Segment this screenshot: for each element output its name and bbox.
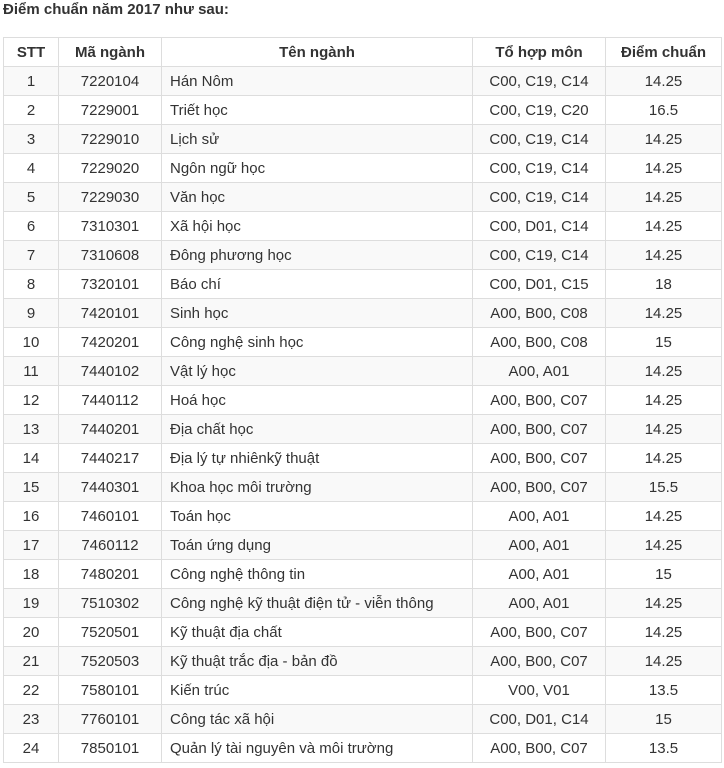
cell-stt: 24 xyxy=(4,734,59,763)
cell-subject-combination: A00, B00, C07 xyxy=(473,647,606,676)
cell-subject-combination: V00, V01 xyxy=(473,676,606,705)
cell-subject-combination: C00, C19, C14 xyxy=(473,183,606,212)
cell-benchmark-score: 14.25 xyxy=(606,647,722,676)
cell-subject-combination: A00, B00, C07 xyxy=(473,444,606,473)
table-row xyxy=(4,183,722,212)
cell-subject-combination: C00, C19, C14 xyxy=(473,241,606,270)
table-header-row xyxy=(4,38,722,67)
cell-benchmark-score: 14.25 xyxy=(606,502,722,531)
cell-benchmark-score: 13.5 xyxy=(606,734,722,763)
cell-benchmark-score: 14.25 xyxy=(606,618,722,647)
table-row xyxy=(4,96,722,125)
cell-stt: 6 xyxy=(4,212,59,241)
table-row xyxy=(4,560,722,589)
cell-major-code: 7760101 xyxy=(59,705,162,734)
cell-stt: 13 xyxy=(4,415,59,444)
page-heading: Điểm chuẩn năm 2017 như sau: xyxy=(3,1,229,18)
cell-major-code: 7460112 xyxy=(59,531,162,560)
cell-major-code: 7320101 xyxy=(59,270,162,299)
cell-major-code: 7229001 xyxy=(59,96,162,125)
cell-subject-combination: A00, B00, C08 xyxy=(473,328,606,357)
cell-subject-combination: A00, A01 xyxy=(473,560,606,589)
cell-benchmark-score: 16.5 xyxy=(606,96,722,125)
cell-major-code: 7520501 xyxy=(59,618,162,647)
table-row xyxy=(4,502,722,531)
table-row xyxy=(4,444,722,473)
cell-stt: 2 xyxy=(4,96,59,125)
cell-major-name: Lịch sử xyxy=(162,125,473,154)
cell-major-code: 7480201 xyxy=(59,560,162,589)
cell-stt: 17 xyxy=(4,531,59,560)
cell-stt: 14 xyxy=(4,444,59,473)
cell-benchmark-score: 18 xyxy=(606,270,722,299)
cell-subject-combination: A00, B00, C07 xyxy=(473,734,606,763)
cell-stt: 7 xyxy=(4,241,59,270)
cell-benchmark-score: 14.25 xyxy=(606,299,722,328)
table-row xyxy=(4,270,722,299)
cell-subject-combination: C00, D01, C14 xyxy=(473,705,606,734)
cell-major-code: 7440301 xyxy=(59,473,162,502)
cell-benchmark-score: 15 xyxy=(606,560,722,589)
cell-major-name: Xã hội học xyxy=(162,212,473,241)
cell-benchmark-score: 14.25 xyxy=(606,212,722,241)
table-row xyxy=(4,386,722,415)
cell-benchmark-score: 14.25 xyxy=(606,357,722,386)
cell-benchmark-score: 15 xyxy=(606,328,722,357)
cell-major-code: 7440102 xyxy=(59,357,162,386)
header-major-code: Mã ngành xyxy=(59,38,162,67)
cell-subject-combination: C00, C19, C14 xyxy=(473,125,606,154)
table-row xyxy=(4,67,722,96)
table-row xyxy=(4,241,722,270)
cell-stt: 4 xyxy=(4,154,59,183)
table-row xyxy=(4,357,722,386)
cell-major-name: Công nghệ kỹ thuật điện tử - viễn thông xyxy=(162,589,473,618)
cell-major-name: Hoá học xyxy=(162,386,473,415)
cell-stt: 15 xyxy=(4,473,59,502)
cell-benchmark-score: 14.25 xyxy=(606,125,722,154)
cell-major-name: Kỹ thuật địa chất xyxy=(162,618,473,647)
cell-subject-combination: C00, C19, C20 xyxy=(473,96,606,125)
table-row xyxy=(4,125,722,154)
cell-subject-combination: A00, A01 xyxy=(473,357,606,386)
cell-major-name: Kiến trúc xyxy=(162,676,473,705)
cell-major-name: Quản lý tài nguyên và môi trường xyxy=(162,734,473,763)
cell-major-name: Toán ứng dụng xyxy=(162,531,473,560)
cell-benchmark-score: 15 xyxy=(606,705,722,734)
cell-major-name: Công tác xã hội xyxy=(162,705,473,734)
cell-stt: 11 xyxy=(4,357,59,386)
cell-subject-combination: A00, B00, C07 xyxy=(473,415,606,444)
cell-subject-combination: A00, B00, C08 xyxy=(473,299,606,328)
cell-subject-combination: A00, B00, C07 xyxy=(473,473,606,502)
cell-major-name: Địa chất học xyxy=(162,415,473,444)
cell-stt: 10 xyxy=(4,328,59,357)
table-row xyxy=(4,589,722,618)
cell-major-code: 7220104 xyxy=(59,67,162,96)
cell-major-code: 7229020 xyxy=(59,154,162,183)
header-benchmark-score: Điểm chuẩn xyxy=(606,38,722,67)
cell-subject-combination: C00, C19, C14 xyxy=(473,67,606,96)
cell-benchmark-score: 15.5 xyxy=(606,473,722,502)
table-row xyxy=(4,299,722,328)
cell-benchmark-score: 13.5 xyxy=(606,676,722,705)
cell-major-name: Văn học xyxy=(162,183,473,212)
cell-major-name: Khoa học môi trường xyxy=(162,473,473,502)
table-row xyxy=(4,676,722,705)
cell-major-code: 7440112 xyxy=(59,386,162,415)
cell-major-code: 7229010 xyxy=(59,125,162,154)
cell-major-name: Vật lý học xyxy=(162,357,473,386)
cell-major-code: 7310608 xyxy=(59,241,162,270)
cell-major-name: Báo chí xyxy=(162,270,473,299)
cell-major-name: Hán Nôm xyxy=(162,67,473,96)
cell-stt: 3 xyxy=(4,125,59,154)
cell-stt: 16 xyxy=(4,502,59,531)
cell-major-code: 7310301 xyxy=(59,212,162,241)
cell-major-name: Toán học xyxy=(162,502,473,531)
cell-benchmark-score: 14.25 xyxy=(606,444,722,473)
table-row xyxy=(4,647,722,676)
cell-major-code: 7229030 xyxy=(59,183,162,212)
cell-subject-combination: A00, A01 xyxy=(473,589,606,618)
cell-stt: 5 xyxy=(4,183,59,212)
cell-major-code: 7850101 xyxy=(59,734,162,763)
table-row xyxy=(4,415,722,444)
header-stt: STT xyxy=(4,38,59,67)
cell-major-name: Công nghệ sinh học xyxy=(162,328,473,357)
cell-major-code: 7520503 xyxy=(59,647,162,676)
cell-benchmark-score: 14.25 xyxy=(606,154,722,183)
cell-stt: 23 xyxy=(4,705,59,734)
cell-subject-combination: C00, D01, C14 xyxy=(473,212,606,241)
benchmark-score-table xyxy=(3,37,722,763)
table-row xyxy=(4,734,722,763)
cell-subject-combination: A00, A01 xyxy=(473,531,606,560)
cell-major-code: 7510302 xyxy=(59,589,162,618)
cell-benchmark-score: 14.25 xyxy=(606,531,722,560)
cell-benchmark-score: 14.25 xyxy=(606,183,722,212)
cell-benchmark-score: 14.25 xyxy=(606,589,722,618)
cell-major-name: Kỹ thuật trắc địa - bản đồ xyxy=(162,647,473,676)
cell-benchmark-score: 14.25 xyxy=(606,386,722,415)
cell-major-code: 7580101 xyxy=(59,676,162,705)
cell-major-code: 7460101 xyxy=(59,502,162,531)
header-major-name: Tên ngành xyxy=(162,38,473,67)
cell-stt: 21 xyxy=(4,647,59,676)
cell-major-name: Đông phương học xyxy=(162,241,473,270)
cell-stt: 20 xyxy=(4,618,59,647)
cell-stt: 22 xyxy=(4,676,59,705)
cell-benchmark-score: 14.25 xyxy=(606,241,722,270)
cell-major-code: 7440217 xyxy=(59,444,162,473)
header-subject-combination: Tổ hợp môn xyxy=(473,38,606,67)
table-row xyxy=(4,154,722,183)
cell-subject-combination: C00, D01, C15 xyxy=(473,270,606,299)
cell-stt: 9 xyxy=(4,299,59,328)
cell-subject-combination: A00, A01 xyxy=(473,502,606,531)
cell-major-name: Địa lý tự nhiênkỹ thuật xyxy=(162,444,473,473)
table-row xyxy=(4,618,722,647)
table-row xyxy=(4,705,722,734)
cell-stt: 18 xyxy=(4,560,59,589)
cell-subject-combination: C00, C19, C14 xyxy=(473,154,606,183)
cell-subject-combination: A00, B00, C07 xyxy=(473,618,606,647)
cell-major-code: 7440201 xyxy=(59,415,162,444)
cell-major-code: 7420201 xyxy=(59,328,162,357)
cell-stt: 1 xyxy=(4,67,59,96)
table-row xyxy=(4,328,722,357)
cell-major-name: Triết học xyxy=(162,96,473,125)
table-row xyxy=(4,473,722,502)
cell-major-code: 7420101 xyxy=(59,299,162,328)
cell-subject-combination: A00, B00, C07 xyxy=(473,386,606,415)
cell-major-name: Ngôn ngữ học xyxy=(162,154,473,183)
table-body xyxy=(4,67,722,763)
table-row xyxy=(4,531,722,560)
cell-benchmark-score: 14.25 xyxy=(606,415,722,444)
cell-stt: 12 xyxy=(4,386,59,415)
cell-major-name: Sinh học xyxy=(162,299,473,328)
table-row xyxy=(4,212,722,241)
cell-major-name: Công nghệ thông tin xyxy=(162,560,473,589)
cell-stt: 8 xyxy=(4,270,59,299)
cell-stt: 19 xyxy=(4,589,59,618)
cell-benchmark-score: 14.25 xyxy=(606,67,722,96)
